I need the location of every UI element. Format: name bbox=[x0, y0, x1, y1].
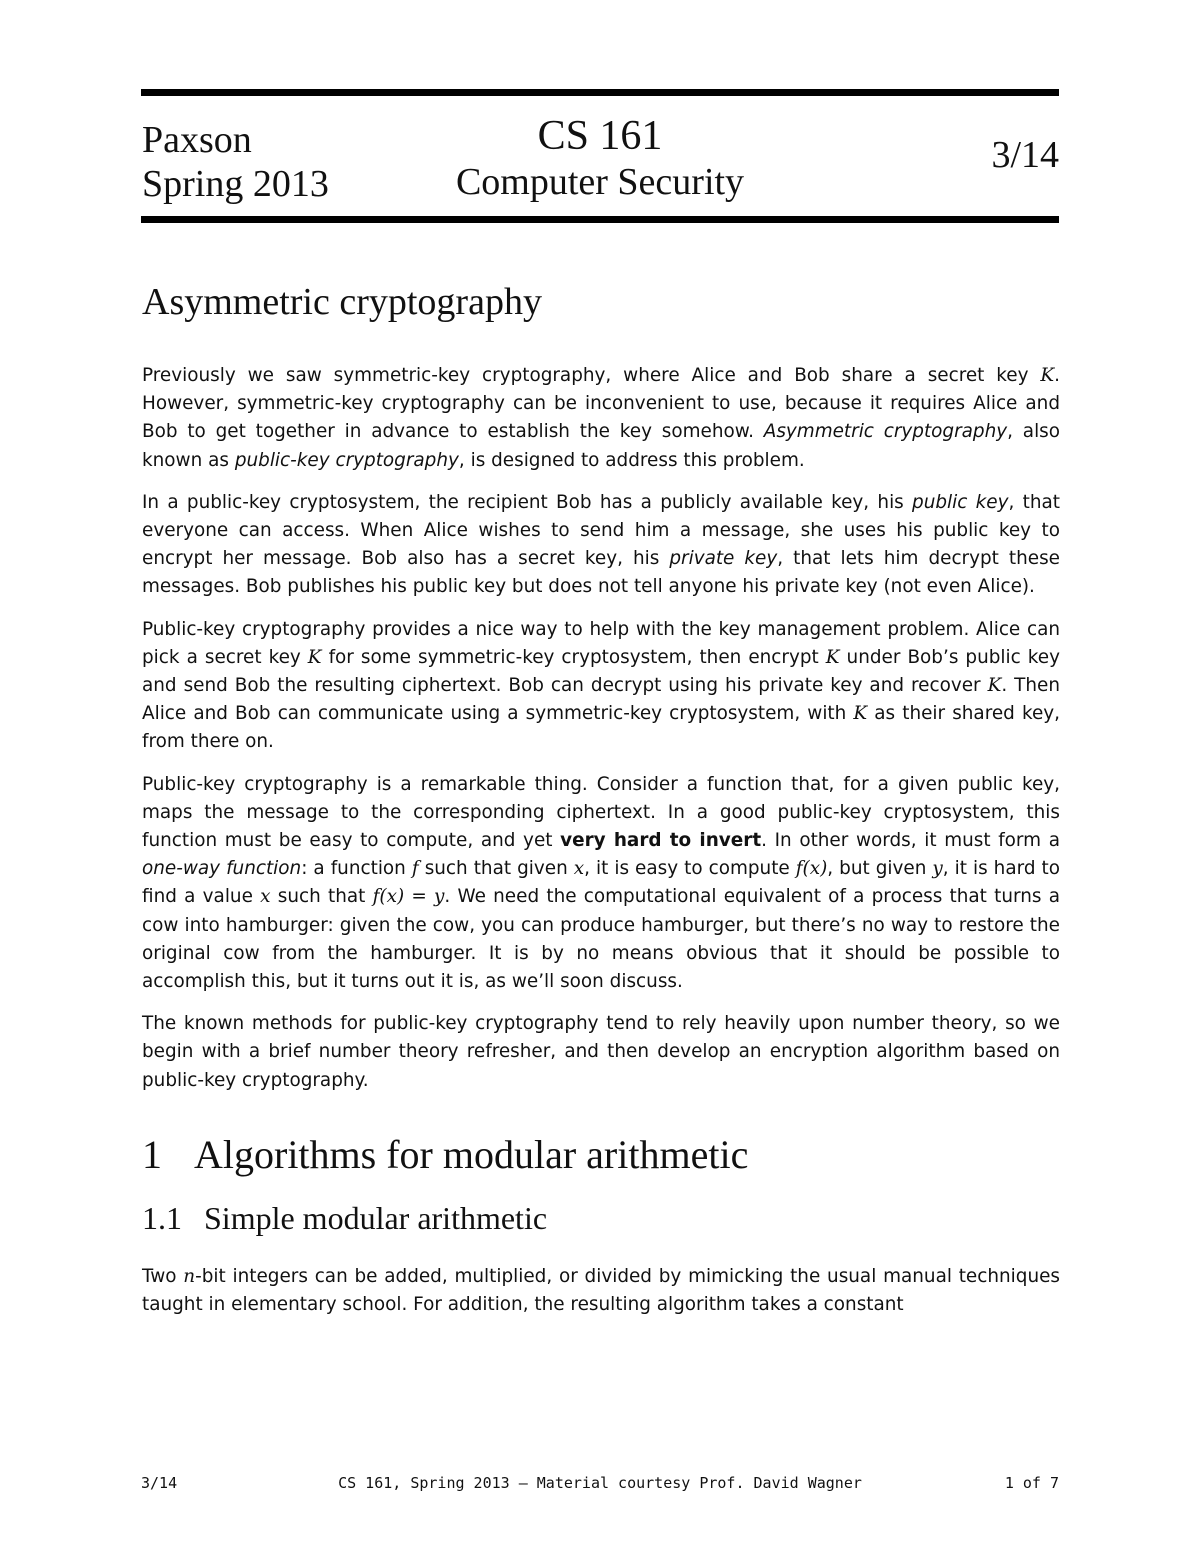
section-1-number: 1 bbox=[142, 1131, 162, 1177]
subsection-1-1-title: Simple modular arithmetic bbox=[204, 1199, 548, 1236]
footer-page-number: 1 of 7 bbox=[1004, 1474, 1059, 1492]
header-bottom-rule bbox=[141, 216, 1059, 223]
footer-course-credit: CS 161, Spring 2013 — Material courtesy Prof. David Wagner bbox=[338, 1474, 862, 1492]
header-term: Spring 2013 bbox=[142, 163, 329, 205]
header-left bbox=[142, 118, 329, 206]
subsection-1-1-heading bbox=[142, 1199, 1060, 1237]
header-top-rule bbox=[141, 89, 1059, 96]
intro-paragraph-5: The known methods for public-key cryptography tend to rely heavily upon number theory, so we begin with a brief number theory refresher, and then develop an encryption algorithm based on public-key cryptography. bbox=[142, 1013, 1060, 1091]
intro-paragraph-1: Previously we saw symmetric-key cryptography, where Alice and Bob share a secret key K. However, symmetric-key cryptography can be inconvenient to use, because it requires Alice and Bob to get together in advance to establish the key somehow. Asymmetric cryptography, also known as public-key cryptography, is designed to address this problem. bbox=[142, 365, 1061, 471]
subsection-1-1-number: 1.1 bbox=[142, 1199, 182, 1236]
section-1-title: Algorithms for modular arithmetic bbox=[194, 1131, 749, 1177]
header-course-title: Computer Security bbox=[455, 161, 745, 203]
intro-heading: Asymmetric cryptography bbox=[142, 281, 542, 323]
header-date: 3/14 bbox=[991, 134, 1059, 176]
page-content bbox=[142, 280, 1060, 1333]
header-center bbox=[400, 112, 800, 204]
intro-paragraph-2: In a public-key cryptosystem, the recipient Bob has a publicly available key, his public key, that everyone can access. When Alice wishes to send him a message, she uses his public key to encrypt her message. Bob also has a secret key, his private key, that lets him decrypt these messages. Bob publishes his public key but does not tell anyone his private key (not even Alice). bbox=[142, 491, 1060, 598]
intro-paragraph-4: Public-key cryptography is a remarkable thing. Consider a function that, for a given public key, maps the message to the corresponding ciphertext. In a good public-key cryptosystem, this function must be easy to compute, and yet very hard to invert. In other words, it must form a one-way function: a function f such that given x, it is easy to compute f(x), but given y, it is hard to find a value x such that f(x) = y. We need the computational equivalent of a process that turns a cow into hamburger: given the cow, you can produce hamburger, but there’s no way to restore the original cow from the hamburger. It is by no means obvious that it should be possible to accomplish this, but it turns out it is, as we’ll soon discuss. bbox=[142, 773, 1061, 993]
subsection-1-1-paragraph-1: Two n-bit integers can be added, multiplied, or divided by mimicking the usual manual techniques taught in elementary school. For addition, the resulting algorithm takes a constant bbox=[142, 1265, 1060, 1316]
header-author: Paxson bbox=[142, 119, 252, 161]
intro-paragraph-3: Public-key cryptography provides a nice way to help with the key management problem. Alice can pick a secret key K for some symmetric-key cryptosystem, then encrypt K under Bob’s public key and send Bob the resulting ciphertext. Bob can decrypt using his private key and recover K. Then Alice and Bob can communicate using a symmetric-key cryptosystem, with K as their shared key, from there on. bbox=[142, 618, 1060, 753]
section-1-heading bbox=[142, 1131, 1060, 1179]
footer-date: 3/14 bbox=[141, 1474, 178, 1492]
header-course: CS 161 bbox=[537, 113, 663, 159]
